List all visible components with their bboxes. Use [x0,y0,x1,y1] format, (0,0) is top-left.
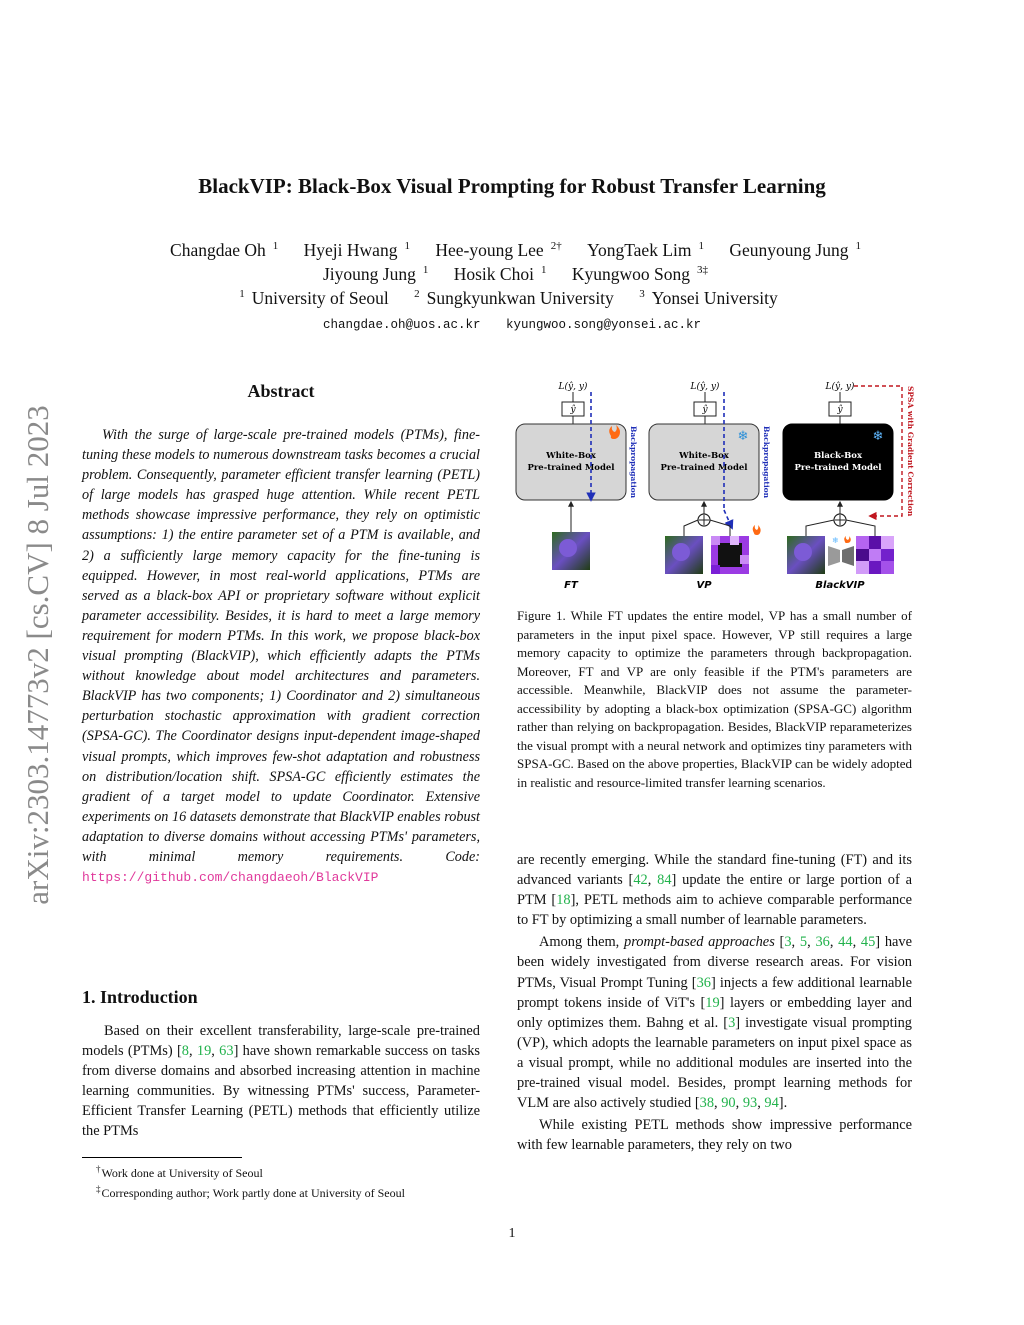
citation-link[interactable]: 8 [181,1043,189,1060]
fire-icon [844,536,851,543]
input-image [794,543,812,561]
affiliation: $^1$ University of Seoul [239,288,389,308]
citation-link[interactable]: 36 [815,934,830,951]
arxiv-id[interactable]: arXiv:2303.14773v2 [cs.CV] 8 Jul 2023 [20,405,55,905]
paper-title: BlackVIP: Black-Box Visual Prompting for Robust Transfer Learning [198,174,826,198]
figure-1-caption: Figure 1. While FT updates the entire model, VP has a small number of parameters in the input pixel space. However, VP still requires a large memory capacity to optimize the parameters through backpropagation. Moreover, FT and VP are only feasible if the PTM's parameters are accessible. Meanwhile, BlackVIP does not assume the parameter-accessibility by adopting a black-box optimization (SPSA-GC) algorithm rather than relying on backpropagation. Besides, BlackVIP reparameterizes the visual prompt with a neural network and optimizes tiny parameters with SPSA-GC. Based on the above properties, BlackVIP can be widely adopted in realistic and resource-limited transfer learning scenarios. [517,608,912,790]
citation-link[interactable]: 19 [196,1043,212,1060]
backprop-label: Backpropagation [762,426,771,499]
citation-link[interactable]: 38 [699,1095,715,1112]
spsa-label: SPSA with Gradient Correction [906,386,915,517]
citation-link[interactable]: 36 [696,974,711,991]
yhat-label: ŷ [570,405,576,415]
white-box-model [516,424,626,500]
yhat-label: ŷ [837,405,843,415]
citation-link[interactable]: 44 [838,934,853,951]
footnote: ‡Corresponding author; Work partly done at University of Seoul [96,1184,405,1200]
affiliations [0,288,1024,309]
snowflake-icon: ❄ [737,428,749,443]
panel-vp [649,381,771,591]
page-number: 1 [508,1226,516,1241]
right-column-body [517,850,912,1155]
abstract-heading: Abstract [247,381,315,401]
input-image [559,539,577,557]
model-label: Pre-trained Model [527,463,615,473]
citation-link[interactable]: 42 [633,872,648,889]
citation-link[interactable]: 19 [705,994,720,1011]
author-emails[interactable]: changdae.oh@uos.ac.kr kyungwoo.song@yonsei.ac.kr [322,318,702,332]
affiliation: $^3$ Yonsei University [639,288,778,308]
author: Hee-young Lee $^{2\dagger}$ [435,240,562,260]
abstract-body [82,425,480,888]
paragraph: Among them, prompt-based approaches [3, 5, 36, 44, 45] have been widely investigated from diverse research areas. For vision PTMs, Visual Prompt Tuning [36] injects a few additional learnable prompt tokens inside of ViT's [19] layers or embedding layer and only optimizes them. Bahng et al. [3] investigate visual prompting (VP), which adopts the learnable parameters on input pixel space as a visual prompt, while no additional modules are inserted into the pre-trained visual model. Besides, prompt learning methods for VLM are also actively studied [38, 90, 93, 94]. [517,934,912,1112]
panel-ft [516,381,638,591]
fire-icon [753,525,761,535]
intro-paragraph: Based on their excellent transferability, large-scale pre-trained models (PTMs) [8, 19, 63] have shown remarkable success on tasks from diverse domains and absorbed increasing attention in machine learning communities. By witnessing PTMs' success, Parameter-Efficient Transfer Learning (PETL) methods that efficiently utilize the PTMs [82,1023,480,1140]
panel-caption: FT [564,580,578,591]
model-label: Black-Box [813,451,863,461]
loss-label: L(ŷ, y) [690,382,720,392]
author: Hyeji Hwang $^1$ [303,240,410,260]
citation-link[interactable]: 90 [721,1095,736,1112]
citation-link[interactable]: 84 [657,872,672,889]
footnotes [82,1161,480,1201]
snowflake-icon: ❄ [832,536,839,545]
loss-label: L(ŷ, y) [825,382,855,392]
panel-blackvip [783,381,915,591]
arxiv-stamp [12,375,64,935]
author: Jiyoung Jung $^1$ [323,264,429,284]
yhat-label: ŷ [702,405,708,415]
model-label: White-Box [679,451,729,461]
input-image [672,543,690,561]
citation-link[interactable]: 93 [742,1095,758,1112]
citation-link[interactable]: 18 [556,892,571,909]
author: YongTaek Lim $^1$ [587,240,704,260]
snowflake-icon: ❄ [872,428,884,443]
author-list-line2 [0,264,1024,285]
footnote-divider [82,1157,242,1158]
author: Kyungwoo Song $^{3\ddagger}$ [571,264,708,284]
backprop-label: Backpropagation [629,426,638,499]
author-list [0,240,1024,261]
paragraph: are recently emerging. While the standard fine-tuning (FT) and its advanced variants [42, 84] update the entire or large portion of a PTM [18], PETL methods aim to achieve comparable performance to FT by optimizing a small number of learnable parameters. [517,852,912,929]
citation-link[interactable]: 63 [219,1043,234,1060]
panel-caption: VP [696,580,712,591]
citation-link[interactable]: 94 [764,1095,779,1112]
visual-prompt-grid [711,536,749,574]
figure-1-diagram [510,378,928,598]
citation-link[interactable]: 45 [860,934,876,951]
model-label: Pre-trained Model [794,463,882,473]
citation-link[interactable]: 3 [784,934,792,951]
model-label: Pre-trained Model [660,463,748,473]
loss-label: L(ŷ, y) [558,382,588,392]
affiliation: $^2$ Sungkyunkwan University [414,288,614,308]
visual-prompt-grid [856,536,894,574]
citation-link[interactable]: 3 [728,1014,736,1031]
citation-link[interactable]: 5 [799,934,808,951]
panel-caption: BlackVIP [815,580,865,591]
model-label: White-Box [546,451,596,461]
author: Changdae Oh $^1$ [170,240,279,260]
footnote: †Work done at University of Seoul [96,1164,263,1180]
author: Geunyoung Jung $^1$ [729,240,861,260]
abstract-text: With the surge of large-scale pre-trained models (PTMs), fine-tuning these models to numerous downstream tasks becomes a crucial problem. Consequently, parameter efficient transfer learning (PETL) of large models has grasped huge attention. While recent PETL methods showcase impressive performance, they rely on optimistic assumptions: 1) the entire parameter set of a PTM is available, and 2) a sufficiently large memory capacity for the fine-tuning is equipped. However, in most real-world applications, PTMs are served as a black-box API or proprietary software without explicit parameter accessibility. Besides, it is hard to meet a large memory requirement for modern PTMs. In this work, we propose black-box visual prompting (BlackVIP), which efficiently adapts the PTMs without knowledge about model architectures and parameters. BlackVIP has two components; 1) Coordinator and 2) simultaneous perturbation stochastic approximation with gradient correction (SPSA-GC). The Coordinator designs input-dependent image-shaped visual prompts, which improves few-shot adaptation and robustness on distribution/location shift. SPSA-GC efficiently estimates the gradient of a target model to update Coordinator. Extensive experiments on 16 datasets demonstrate that BlackVIP enables robust adaptation to diverse domains without accessing PTMs' parameters, with minimal memory requirements. Code: [82,427,480,865]
paragraph: While existing PETL methods show impressive performance with few learnable parameters, they rely on two [517,1117,912,1154]
section-heading-introduction: 1. Introduction [82,987,198,1007]
coordinator-network-icon [828,536,854,566]
author: Hosik Choi $^1$ [453,264,547,284]
code-link[interactable]: https://github.com/changdaeoh/BlackVIP [82,870,379,886]
